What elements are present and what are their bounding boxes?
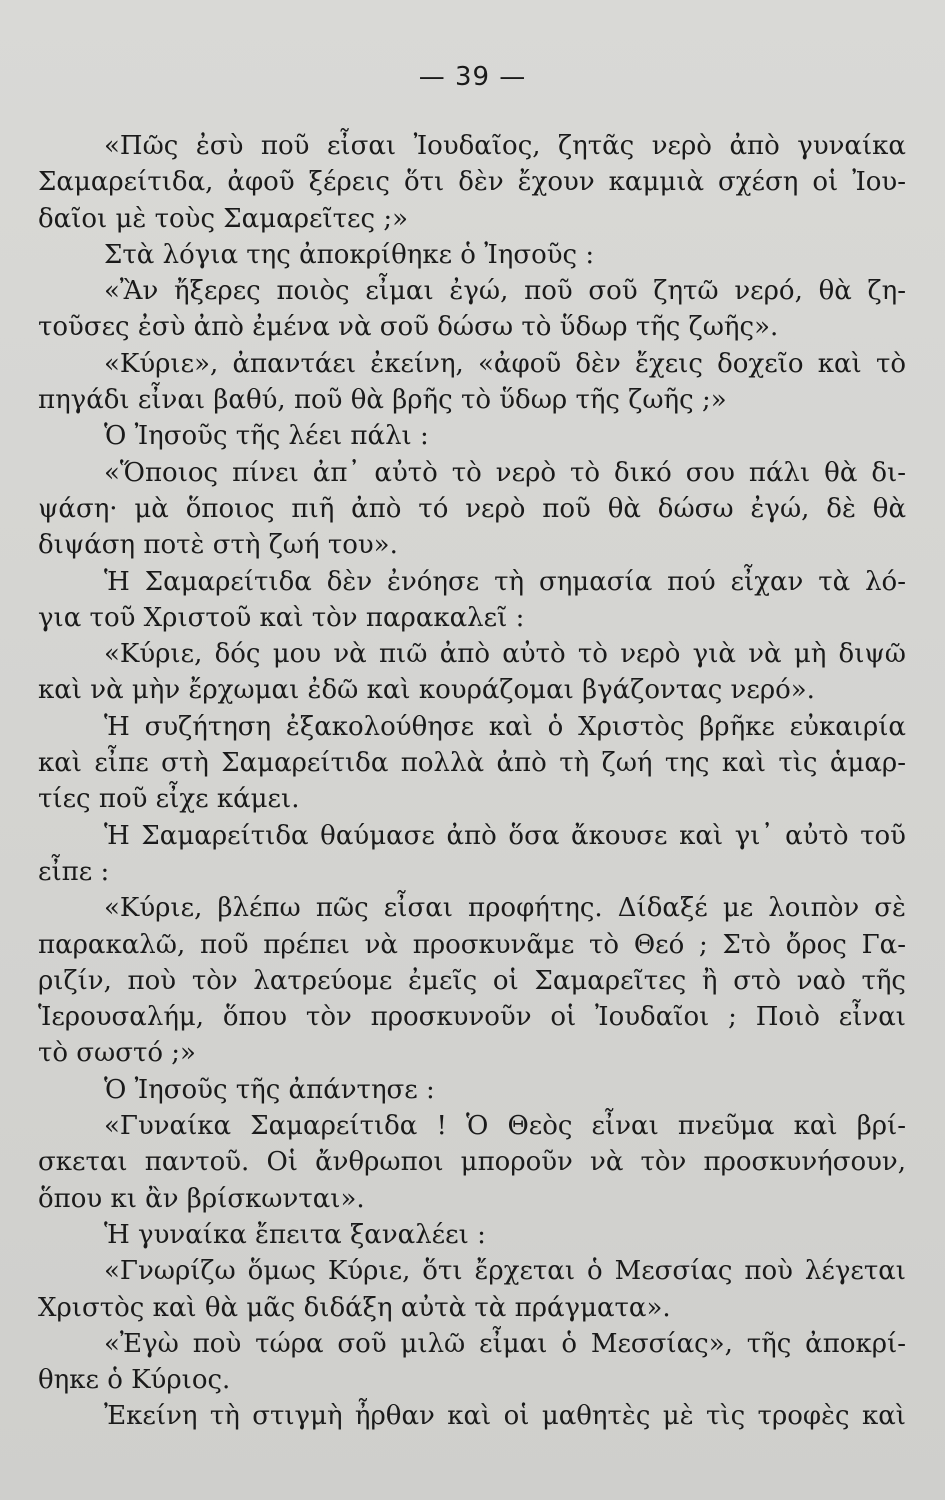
text-line: Ἡ γυναίκα ἔπειτα ξαναλέει : <box>104 1219 486 1250</box>
page-number: — 39 — <box>418 62 527 92</box>
text-line: «Γυναίκα Σαμαρείτιδα ! Ὁ Θεὸς εἶναι πνεῦμα καὶ βρί- <box>104 1111 906 1142</box>
body-text <box>38 128 906 1435</box>
text-line: πηγάδι εἶναι βαθύ, ποῦ θὰ βρῆς τὸ ὕδωρ τῆς ζωῆς ;» <box>38 385 727 416</box>
text-line: ὅπου κι ἂν βρίσκωνται». <box>38 1183 365 1214</box>
text-line: «Πῶς ἐσὺ ποῦ εἶσαι Ἰουδαῖος, ζητᾶς νερὸ ἀπὸ γυναίκα <box>104 131 906 161</box>
text-line: Σαμαρείτιδα, ἀφοῦ ξέρεις ὅτι δὲν ἔχουν καμμιὰ σχέση οἱ Ἰου- <box>38 167 906 198</box>
text-line: Χριστὸς καὶ θὰ μᾶς διδάξη αὐτὰ τὰ πράγματα». <box>38 1292 671 1323</box>
text-line: Ὁ Ἰησοῦς τῆς λέει πάλι : <box>104 421 429 452</box>
text-line: εἶπε : <box>38 856 110 887</box>
text-line: Ἡ συζήτηση ἐξακολούθησε καὶ ὁ Χριστὸς βρῆκε εὐκαιρία <box>104 711 906 742</box>
text-line: τὸ σωστό ;» <box>38 1038 196 1069</box>
text-line: Ἡ Σαμαρείτιδα θαύμασε ἀπὸ ὅσα ἄκουσε καὶ γι᾽ αὐτὸ τοῦ <box>104 820 906 851</box>
text-line: δαῖοι μὲ τοὺς Σαμαρεῖτες ;» <box>38 203 408 234</box>
text-line: παρακαλῶ, ποῦ πρέπει νὰ προσκυνᾶμε τὸ Θεό ; Στὸ ὄρος Γα- <box>38 929 906 960</box>
text-line: «Ἐγὼ ποὺ τώρα σοῦ μιλῶ εἶμαι ὁ Μεσσίας», τῆς ἀποκρί- <box>104 1328 906 1359</box>
text-line: διψάση ποτὲ στὴ ζωή του». <box>38 530 398 561</box>
text-line: θηκε ὁ Κύριος. <box>38 1365 231 1396</box>
text-line: «Κύριε, βλέπω πῶς εἶσαι προφήτης. Δίδαξέ με λοιπὸν σὲ <box>104 893 906 924</box>
text-line: «Κύριε, δός μου νὰ πιῶ ἀπὸ αὐτὸ τὸ νερὸ γιὰ νὰ μὴ διψῶ <box>104 639 906 670</box>
text-line: ριζίν, ποὺ τὸν λατρεύομε ἐμεῖς οἱ Σαμαρεῖτες ἢ στὸ ναὸ τῆς <box>38 965 906 996</box>
text-line: Ἱερουσαλήμ, ὅπου τὸν προσκυνοῦν οἱ Ἰουδαῖοι ; Ποιὸ εἶναι <box>38 1002 906 1033</box>
text-line: για τοῦ Χριστοῦ καὶ τὸν παρακαλεῖ : <box>38 602 525 633</box>
text-line: ψάση· μὰ ὅποιος πιῆ ἀπὸ τό νερὸ ποῦ θὰ δώσω ἐγώ, δὲ θὰ <box>38 493 906 524</box>
text-line: τίες ποῦ εἶχε κάμει. <box>38 784 300 815</box>
text-line: «Γνωρίζω ὅμως Κύριε, ὅτι ἔρχεται ὁ Μεσσίας ποὺ λέγεται <box>104 1256 906 1287</box>
text-line: Ἐκείνη τὴ στιγμὴ ἦρθαν καὶ οἱ μαθητὲς μὲ τὶς τροφὲς καὶ <box>104 1401 906 1432</box>
text-line: Στὰ λόγια της ἀποκρίθηκε ὁ Ἰησοῦς : <box>104 239 595 270</box>
text-line: καὶ εἶπε στὴ Σαμαρείτιδα πολλὰ ἀπὸ τὴ ζωή της καὶ τὶς ἁμαρ- <box>38 748 906 779</box>
text-line: καὶ νὰ μὴν ἔρχωμαι ἐδῶ καὶ κουράζομαι βγάζοντας νερό». <box>38 675 815 706</box>
text-line: «Κύριε», ἀπαντάει ἐκείνη, «ἀφοῦ δὲν ἔχεις δοχεῖο καὶ τὸ <box>104 348 906 379</box>
text-line: «Ἂν ἤξερες ποιὸς εἶμαι ἐγώ, ποῦ σοῦ ζητῶ νερό, θὰ ζη- <box>104 276 906 307</box>
text-line: σκεται παντοῦ. Οἱ ἄνθρωποι μποροῦν νὰ τὸν προσκυνήσουν, <box>38 1147 906 1178</box>
text-line: Ὁ Ἰησοῦς τῆς ἀπάντησε : <box>104 1074 435 1105</box>
text-line: τοῦσες ἐσὺ ἀπὸ ἐμένα νὰ σοῦ δώσω τὸ ὕδωρ τῆς ζωῆς». <box>38 312 779 343</box>
text-line: Ἡ Σαμαρείτιδα δὲν ἐνόησε τὴ σημασία πού εἶχαν τὰ λό- <box>104 566 906 597</box>
text-line: «Ὅποιος πίνει ἀπ᾽ αὐτὸ τὸ νερὸ τὸ δικό σου πάλι θὰ δι- <box>104 457 906 488</box>
